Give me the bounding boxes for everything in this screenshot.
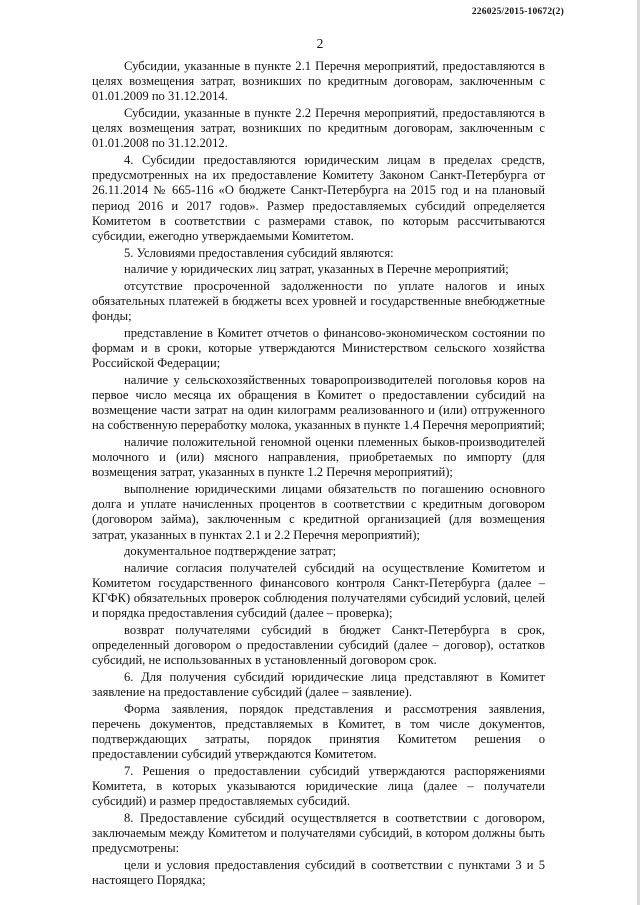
paragraph: Субсидии, указанные в пункте 2.1 Перечня мероприятий, предоставляются в целях возмещения затрат, возникших по кредитным договорам, заключенным с 01.01.2009 по 31.12.2014. (92, 59, 545, 104)
paragraph: выполнение юридическими лицами обязательств по погашению основного долга и уплате начисленных процентов в соответствии с кредитным договором (договором займа), заключенным с кредитной организацией (для возмещения затрат, указанных в пунктах 2.1 и 2.2 Перечня мероприятий); (92, 482, 545, 542)
paragraph: представление в Комитет отчетов о финансово-экономическом состоянии по формам и в сроки, которые утверждаются Министерством сельского хозяйства Российской Федерации; (92, 325, 545, 371)
document-body (92, 59, 545, 890)
paragraph: 8. Предоставление субсидий осуществляется в соответствии с договором, заключаемым между Комитетом и получателями субсидий, в котором должны быть предусмотрены: (92, 811, 545, 856)
paragraph: документальное подтверждение затрат; (124, 544, 337, 559)
paragraph: 7. Решения о предоставлении субсидий утверждаются распоряжениями Комитета, в которых указываются юридические лица (далее – получатели субсидий) и размер предоставляемых субсидий. (92, 764, 545, 809)
paragraph: наличие согласия получателей субсидий на осуществление Комитетом и Комитетом государственного финансового контроля Санкт-Петербурга (далее – КГФК) обязательных проверок соблюдения получателями субсидий условий, целей и порядка предоставления субсидий (далее – проверка); (92, 560, 545, 621)
paragraph: возврат получателями субсидий в бюджет Санкт-Петербурга в срок, определенный договором о предоставлении субсидий (далее – договор), остатков субсидий, не использованных в установленный договором срок. (92, 623, 545, 668)
paragraph: 6. Для получения субсидий юридические лица представляют в Комитет заявление на предоставление субсидий (далее – заявление). (92, 670, 545, 700)
paragraph: 4. Субсидии предоставляются юридическим лицам в пределах средств, предусмотренных на их предоставление Комитету Законом Санкт-Петербурга от 26.11.2014 № 665-116 «О бюджете Санкт-Петербурга на 2015 год и на плановый период 2016 и 2017 годов». Размер предоставляемых субсидий определяется Комитетом в соответствии с размерами ставок, по которым рассчитываются субсидии, ежегодно утверждаемыми Комитетом. (92, 153, 545, 244)
paragraph: цели и условия предоставления субсидий в соответствии с пунктами 3 и 5 настоящего Порядка; (92, 858, 545, 888)
paragraph: Форма заявления, порядок представления и рассмотрения заявления, перечень документов, представляемых в Комитет, в том числе документов, подтверждающих затраты, порядок принятия Комитетом решения о предоставлении субсидий утверждаются Комитетом. (92, 701, 545, 762)
document-id: 226025/2015-10672(2) (471, 7, 564, 17)
paragraph: наличие у юридических лиц затрат, указанных в Перечне мероприятий; (124, 262, 509, 277)
paragraph: Субсидии, указанные в пункте 2.2 Перечня мероприятий, предоставляются в целях возмещения затрат, возникших по кредитным договорам, заключенным с 01.01.2008 по 31.12.2012. (92, 106, 545, 151)
paragraph: наличие у сельскохозяйственных товаропроизводителей поголовья коров на первое число месяца их обращения в Комитет о предоставлении субсидий на возмещение части затрат на один килограмм реализованного и (или) отгруженного на собственную переработку молока, указанных в пункте 1.4 Перечня мероприятий; (92, 372, 545, 433)
page-number: 2 (316, 36, 324, 51)
paragraph: отсутствие просроченной задолженности по уплате налогов и иных обязательных платежей в бюджеты всех уровней и государственные внебюджетные фонды; (92, 278, 545, 324)
paragraph: 5. Условиями предоставления субсидий являются: (124, 245, 394, 260)
paragraph: наличие положительной геномной оценки племенных быков-производителей молочного и (или) мясного направления, приобретаемых по импорту (для возмещения затрат, указанных в пункте 1.2 Перечня мероприятий); (92, 435, 545, 480)
